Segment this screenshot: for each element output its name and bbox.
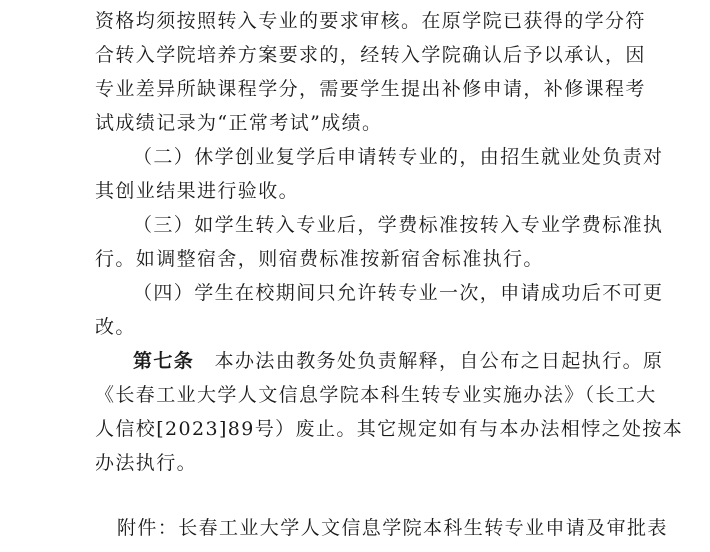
- paragraph-article-7: [95, 344, 684, 480]
- text-line: （三）如学生转入专业后，学费标准按转入专业学费标准执: [133, 214, 664, 236]
- article-text: 本办法由教务处负责解释，自公布之日起执行。原: [194, 350, 664, 372]
- text-line: 专业差异所缺课程学分，需要学生提出补修申请，补修课程考: [95, 78, 646, 100]
- text-line: 试成绩记录为“正常考试”成绩。: [95, 112, 383, 134]
- text-line: 改。: [95, 316, 136, 338]
- paragraph-clause-3: [95, 208, 664, 276]
- text-line: 资格均须按照转入专业的要求审核。在原学院已获得的学分符: [95, 10, 646, 32]
- text-line: 行。如调整宿舍，则宿费标准按新宿舍标准执行。: [95, 248, 544, 270]
- text-line: （二）休学创业复学后申请转专业的，由招生就业处负责对: [133, 146, 664, 168]
- article-heading: 第七条: [133, 350, 195, 372]
- text-line: [95, 344, 664, 378]
- text-line: 合转入学院培养方案要求的，经转入学院确认后予以承认，因: [95, 44, 646, 66]
- text-line: 人信校[2023]89号）废止。其它规定如有与本办法相悖之处按本: [95, 418, 684, 440]
- paragraph-clause-2: [95, 140, 664, 208]
- paragraph-clause-4: [95, 276, 664, 344]
- text-line: （四）学生在校期间只允许转专业一次，申请成功后不可更: [133, 282, 664, 304]
- text-line: 办法执行。: [95, 452, 198, 474]
- text-line: 其创业结果进行验收。: [95, 180, 300, 202]
- paragraph-transfer-credits: [95, 4, 646, 140]
- attachment-line: 附件：长春工业大学人文信息学院本科生转专业申请及审批表: [117, 517, 668, 539]
- text-line: 《长春工业大学人文信息学院本科生转专业实施办法》（长工大: [95, 384, 657, 406]
